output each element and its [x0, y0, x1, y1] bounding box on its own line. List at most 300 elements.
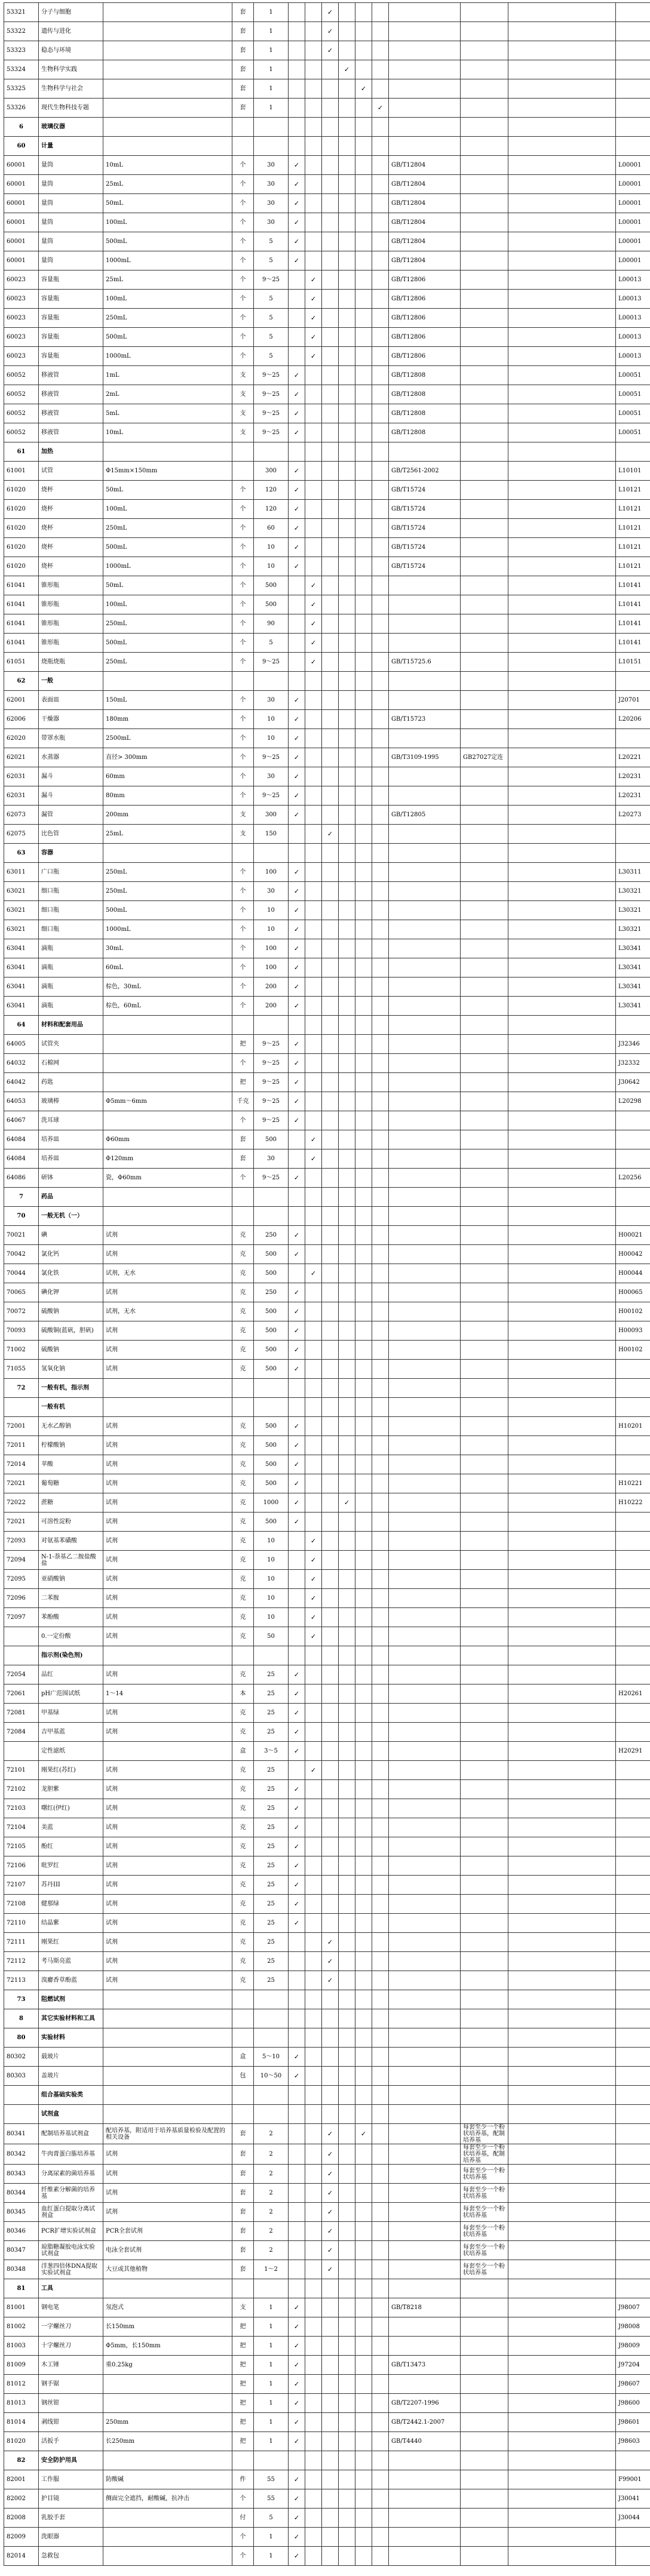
table-row [4, 2489, 650, 2509]
empty-cell [372, 672, 389, 691]
item-standard [389, 1914, 461, 1933]
item-reference: L20273 [616, 806, 650, 825]
check-mark: ✓ [289, 2413, 305, 2432]
item-name: 移液管 [39, 423, 103, 442]
section-row [4, 2028, 650, 2048]
check-mark [339, 576, 355, 595]
check-mark [305, 786, 322, 806]
item-spec: 试剂，无水 [103, 1264, 232, 1283]
empty-cell [339, 1207, 355, 1226]
item-unit: 克 [232, 1971, 254, 1990]
item-reference: L00001 [616, 213, 650, 232]
item-standard [389, 691, 461, 710]
table-row [4, 1589, 650, 1608]
check-mark [305, 1245, 322, 1264]
check-mark: ✓ [289, 2547, 305, 2566]
empty-cell [508, 1876, 616, 1895]
check-mark: ✓ [289, 1799, 305, 1818]
empty-cell [322, 844, 339, 863]
item-note [461, 1856, 508, 1876]
item-quantity: 120 [254, 500, 289, 519]
item-code: 72021 [4, 1513, 39, 1532]
item-name: 对氨基苯磺酸 [39, 1532, 103, 1551]
item-spec: 1～14 [103, 1684, 232, 1704]
item-code: 62031 [4, 786, 39, 806]
table-row [4, 1704, 650, 1723]
empty-cell [289, 118, 305, 137]
item-standard: GB/T15724 [389, 538, 461, 557]
check-mark [355, 2375, 372, 2394]
item-code: 60001 [4, 232, 39, 251]
check-mark [322, 1092, 339, 1111]
item-unit: 个 [232, 538, 254, 557]
check-mark [305, 2260, 322, 2279]
check-mark [339, 1245, 355, 1264]
item-reference: H00042 [616, 1245, 650, 1264]
check-mark [355, 1684, 372, 1704]
check-mark [355, 557, 372, 576]
item-name: 二苯胺 [39, 1589, 103, 1608]
empty-cell [389, 118, 461, 137]
empty-cell [389, 137, 461, 156]
check-mark [305, 2048, 322, 2067]
item-code: 80346 [4, 2222, 39, 2241]
check-mark [355, 634, 372, 653]
check-mark [289, 1532, 305, 1551]
check-mark: ✓ [289, 1856, 305, 1876]
item-spec [103, 22, 232, 41]
item-code: 80343 [4, 2165, 39, 2184]
empty-cell [508, 462, 616, 481]
item-code: 72021 [4, 1474, 39, 1493]
item-code: 72084 [4, 1723, 39, 1742]
empty-cell [339, 1188, 355, 1207]
item-name: 氢氧化钠 [39, 1360, 103, 1379]
item-code: 82014 [4, 2547, 39, 2566]
item-reference [616, 1130, 650, 1149]
item-note [461, 366, 508, 385]
empty-cell [322, 1016, 339, 1035]
item-code: 64032 [4, 1054, 39, 1073]
table-row [4, 1321, 650, 1341]
item-quantity: 1 [254, 22, 289, 41]
check-mark: ✓ [305, 328, 322, 347]
empty-cell [339, 137, 355, 156]
empty-cell [289, 2105, 305, 2124]
check-mark: ✓ [289, 538, 305, 557]
item-name: 试管夹 [39, 1035, 103, 1054]
item-standard: GB/T2561-2002 [389, 462, 461, 481]
empty-cell [461, 137, 508, 156]
item-unit: 套 [232, 3, 254, 22]
check-mark [322, 806, 339, 825]
check-mark [339, 423, 355, 442]
item-quantity: 100 [254, 939, 289, 958]
check-mark [339, 557, 355, 576]
empty-cell [508, 1474, 616, 1493]
check-mark: ✓ [289, 939, 305, 958]
item-note [461, 997, 508, 1016]
table-row [4, 1723, 650, 1742]
section-row [4, 1207, 650, 1226]
item-quantity: 1 [254, 79, 289, 99]
item-reference: H00021 [616, 1226, 650, 1245]
empty-cell [355, 1646, 372, 1665]
check-mark: ✓ [305, 1570, 322, 1589]
check-mark [322, 1169, 339, 1188]
item-name: 蔗糖 [39, 1493, 103, 1513]
check-mark [305, 557, 322, 576]
check-mark: ✓ [322, 2124, 339, 2144]
item-note [461, 1111, 508, 1130]
item-unit: 克 [232, 1341, 254, 1360]
check-mark: ✓ [289, 1226, 305, 1245]
check-mark: ✓ [305, 614, 322, 634]
item-unit: 克 [232, 1226, 254, 1245]
check-mark [355, 2432, 372, 2451]
check-mark [355, 1799, 372, 1818]
item-code: 62006 [4, 710, 39, 729]
item-spec: 试剂，无水 [103, 1302, 232, 1321]
item-standard [389, 1837, 461, 1856]
check-mark [339, 270, 355, 290]
empty-cell [289, 2086, 305, 2105]
item-name: 十字螺丝刀 [39, 2337, 103, 2356]
check-mark [339, 1111, 355, 1130]
empty-cell [461, 2028, 508, 2048]
section-row [4, 1016, 650, 1035]
check-mark: ✓ [289, 156, 305, 175]
empty-cell [372, 1398, 389, 1417]
check-mark [339, 2260, 355, 2279]
item-code [4, 1742, 39, 1761]
item-reference [616, 2260, 650, 2279]
empty-cell [103, 1207, 232, 1226]
check-mark: ✓ [305, 1264, 322, 1283]
check-mark [372, 1169, 389, 1188]
item-reference: H10201 [616, 1417, 650, 1436]
item-spec: 试剂 [103, 1608, 232, 1627]
table-row [4, 806, 650, 825]
empty-cell [389, 2451, 461, 2470]
check-mark [355, 385, 372, 404]
item-note [461, 156, 508, 175]
item-standard [389, 786, 461, 806]
section-code: 63 [4, 844, 39, 863]
empty-cell [508, 825, 616, 844]
table-row [4, 1665, 650, 1684]
empty-cell [103, 2086, 232, 2105]
check-mark: ✓ [289, 691, 305, 710]
table-row [4, 194, 650, 213]
item-note [461, 1895, 508, 1914]
item-note [461, 1341, 508, 1360]
item-spec: 25mL [103, 825, 232, 844]
item-spec [103, 1111, 232, 1130]
check-mark [322, 653, 339, 672]
item-name: 品红 [39, 1665, 103, 1684]
table-row [4, 595, 650, 614]
check-mark: ✓ [289, 385, 305, 404]
check-mark [339, 1341, 355, 1360]
item-code: 81009 [4, 2356, 39, 2375]
check-mark [372, 175, 389, 194]
item-reference: H00102 [616, 1341, 650, 1360]
item-name: 滴瓶 [39, 977, 103, 997]
item-unit: 个 [232, 729, 254, 748]
check-mark [372, 3, 389, 22]
item-spec: 试剂 [103, 1971, 232, 1990]
check-mark [305, 1073, 322, 1092]
item-standard [389, 863, 461, 882]
table-row [4, 748, 650, 767]
check-mark [305, 1895, 322, 1914]
item-spec [103, 2394, 232, 2413]
check-mark: ✓ [289, 2432, 305, 2451]
check-mark [305, 1723, 322, 1742]
item-reference [616, 1589, 650, 1608]
item-standard: GB/T12804 [389, 156, 461, 175]
item-standard [389, 1608, 461, 1627]
item-quantity: 30 [254, 691, 289, 710]
empty-cell [508, 729, 616, 748]
item-standard [389, 2375, 461, 2394]
item-unit: 个 [232, 977, 254, 997]
check-mark: ✓ [289, 175, 305, 194]
check-mark [355, 366, 372, 385]
item-spec: 试剂 [103, 1341, 232, 1360]
empty-cell [355, 2009, 372, 2028]
check-mark [289, 1551, 305, 1570]
item-code: 72103 [4, 1799, 39, 1818]
section-title: 一般有机 [39, 1398, 103, 1417]
item-note [461, 2547, 508, 2566]
empty-cell [508, 1111, 616, 1130]
check-mark [355, 920, 372, 939]
check-mark [322, 385, 339, 404]
item-code: 82002 [4, 2489, 39, 2509]
check-mark [322, 1818, 339, 1837]
check-mark [305, 1971, 322, 1990]
item-standard [389, 977, 461, 997]
check-mark [322, 1704, 339, 1723]
check-mark [305, 1513, 322, 1532]
check-mark [339, 1876, 355, 1895]
item-unit: 支 [232, 385, 254, 404]
item-standard: GB/T12806 [389, 309, 461, 328]
item-standard [389, 22, 461, 41]
empty-cell [508, 1646, 616, 1665]
item-reference: J98009 [616, 2337, 650, 2356]
check-mark [355, 2470, 372, 2489]
item-standard [389, 2067, 461, 2086]
empty-cell [508, 538, 616, 557]
check-mark [305, 920, 322, 939]
item-reference: J32346 [616, 1035, 650, 1054]
empty-cell [508, 1818, 616, 1837]
check-mark [372, 1684, 389, 1704]
empty-cell [508, 2298, 616, 2317]
item-unit: 个 [232, 557, 254, 576]
empty-cell [508, 2279, 616, 2298]
check-mark: ✓ [322, 2165, 339, 2184]
item-spec: 1000mL [103, 920, 232, 939]
check-mark: ✓ [289, 2067, 305, 2086]
empty-cell [254, 2105, 289, 2124]
item-spec [103, 2048, 232, 2067]
check-mark [305, 2184, 322, 2203]
item-quantity: 9～25 [254, 748, 289, 767]
item-name: 急救包 [39, 2547, 103, 2566]
check-mark [355, 500, 372, 519]
check-mark [355, 806, 372, 825]
section-code [4, 1398, 39, 1417]
item-unit: 个 [232, 748, 254, 767]
item-spec: 25mL [103, 175, 232, 194]
item-unit: 个 [232, 500, 254, 519]
section-code [4, 2105, 39, 2124]
check-mark: ✓ [289, 1723, 305, 1742]
item-spec: 试剂 [103, 1321, 232, 1341]
empty-cell [103, 118, 232, 137]
check-mark [372, 1933, 389, 1952]
item-reference: L00051 [616, 423, 650, 442]
empty-cell [103, 672, 232, 691]
check-mark [355, 213, 372, 232]
check-mark [339, 1895, 355, 1914]
check-mark [355, 99, 372, 118]
empty-cell [508, 1608, 616, 1627]
empty-cell [339, 672, 355, 691]
item-note [461, 462, 508, 481]
item-reference: H10222 [616, 1493, 650, 1513]
check-mark: ✓ [289, 1321, 305, 1341]
item-code: 63011 [4, 863, 39, 882]
check-mark [322, 232, 339, 251]
check-mark [339, 1704, 355, 1723]
check-mark: ✓ [289, 1092, 305, 1111]
empty-cell [355, 2279, 372, 2298]
empty-cell [508, 691, 616, 710]
empty-cell [508, 1914, 616, 1933]
item-standard [389, 1226, 461, 1245]
check-mark [355, 748, 372, 767]
check-mark [339, 2470, 355, 2489]
item-spec [103, 1073, 232, 1092]
empty-cell [103, 2105, 232, 2124]
item-note [461, 1054, 508, 1073]
item-quantity: 25 [254, 1704, 289, 1723]
item-unit: 克 [232, 1837, 254, 1856]
item-name: 一字螺丝刀 [39, 2317, 103, 2337]
item-name: 0.一定份酸 [39, 1627, 103, 1646]
empty-cell [508, 2547, 616, 2566]
item-note [461, 328, 508, 347]
item-code: 72001 [4, 1417, 39, 1436]
check-mark [305, 22, 322, 41]
empty-cell [461, 2086, 508, 2105]
item-name: 锥形瓶 [39, 614, 103, 634]
table-row [4, 557, 650, 576]
item-quantity: 500 [254, 1436, 289, 1455]
empty-cell [508, 1684, 616, 1704]
check-mark: ✓ [289, 1780, 305, 1799]
check-mark [339, 309, 355, 328]
item-reference: J20701 [616, 691, 650, 710]
item-unit: 克 [232, 1417, 254, 1436]
item-note [461, 614, 508, 634]
empty-cell [355, 2105, 372, 2124]
table-row [4, 1054, 650, 1073]
check-mark [355, 2317, 372, 2337]
empty-cell [508, 1092, 616, 1111]
section-title: 安全防护用具 [39, 2451, 103, 2470]
item-quantity: 10～50 [254, 2067, 289, 2086]
check-mark [339, 634, 355, 653]
check-mark: ✓ [289, 710, 305, 729]
table-row [4, 1226, 650, 1245]
item-standard [389, 60, 461, 79]
item-name: 考马斯亮蓝 [39, 1952, 103, 1971]
check-mark: ✓ [289, 1302, 305, 1321]
item-unit [232, 462, 254, 481]
empty-cell [508, 1398, 616, 1417]
check-mark [372, 748, 389, 767]
item-note [461, 825, 508, 844]
table-row [4, 1245, 650, 1264]
check-mark [339, 901, 355, 920]
item-unit: 个 [232, 156, 254, 175]
check-mark [372, 1226, 389, 1245]
check-mark [289, 309, 305, 328]
check-mark [305, 2547, 322, 2566]
check-mark: ✓ [322, 1933, 339, 1952]
section-code: 61 [4, 442, 39, 462]
section-code: 64 [4, 1016, 39, 1035]
table-row [4, 1952, 650, 1971]
item-note: 每套至少一个粉状培养基 [461, 2241, 508, 2260]
check-mark [322, 748, 339, 767]
empty-cell [322, 118, 339, 137]
check-mark: ✓ [322, 2144, 339, 2165]
item-unit: 支 [232, 366, 254, 385]
section-row [4, 672, 650, 691]
check-mark [289, 2222, 305, 2241]
empty-cell [508, 2105, 616, 2124]
item-spec: 50mL [103, 194, 232, 213]
check-mark [339, 1914, 355, 1933]
check-mark [372, 1627, 389, 1646]
check-mark [372, 2394, 389, 2413]
check-mark: ✓ [305, 595, 322, 614]
empty-cell [305, 2009, 322, 2028]
item-quantity: 1 [254, 2337, 289, 2356]
section-title: 实验材料 [39, 2028, 103, 2048]
item-code: 61041 [4, 576, 39, 595]
check-mark: ✓ [305, 1589, 322, 1608]
check-mark [372, 519, 389, 538]
empty-cell [305, 1398, 322, 1417]
check-mark [372, 1952, 389, 1971]
check-mark [355, 2337, 372, 2356]
item-standard [389, 576, 461, 595]
empty-cell [389, 844, 461, 863]
check-mark [372, 2528, 389, 2547]
check-mark: ✓ [289, 767, 305, 786]
table-row [4, 22, 650, 41]
table-row [4, 1551, 650, 1570]
item-reference: L10141 [616, 614, 650, 634]
